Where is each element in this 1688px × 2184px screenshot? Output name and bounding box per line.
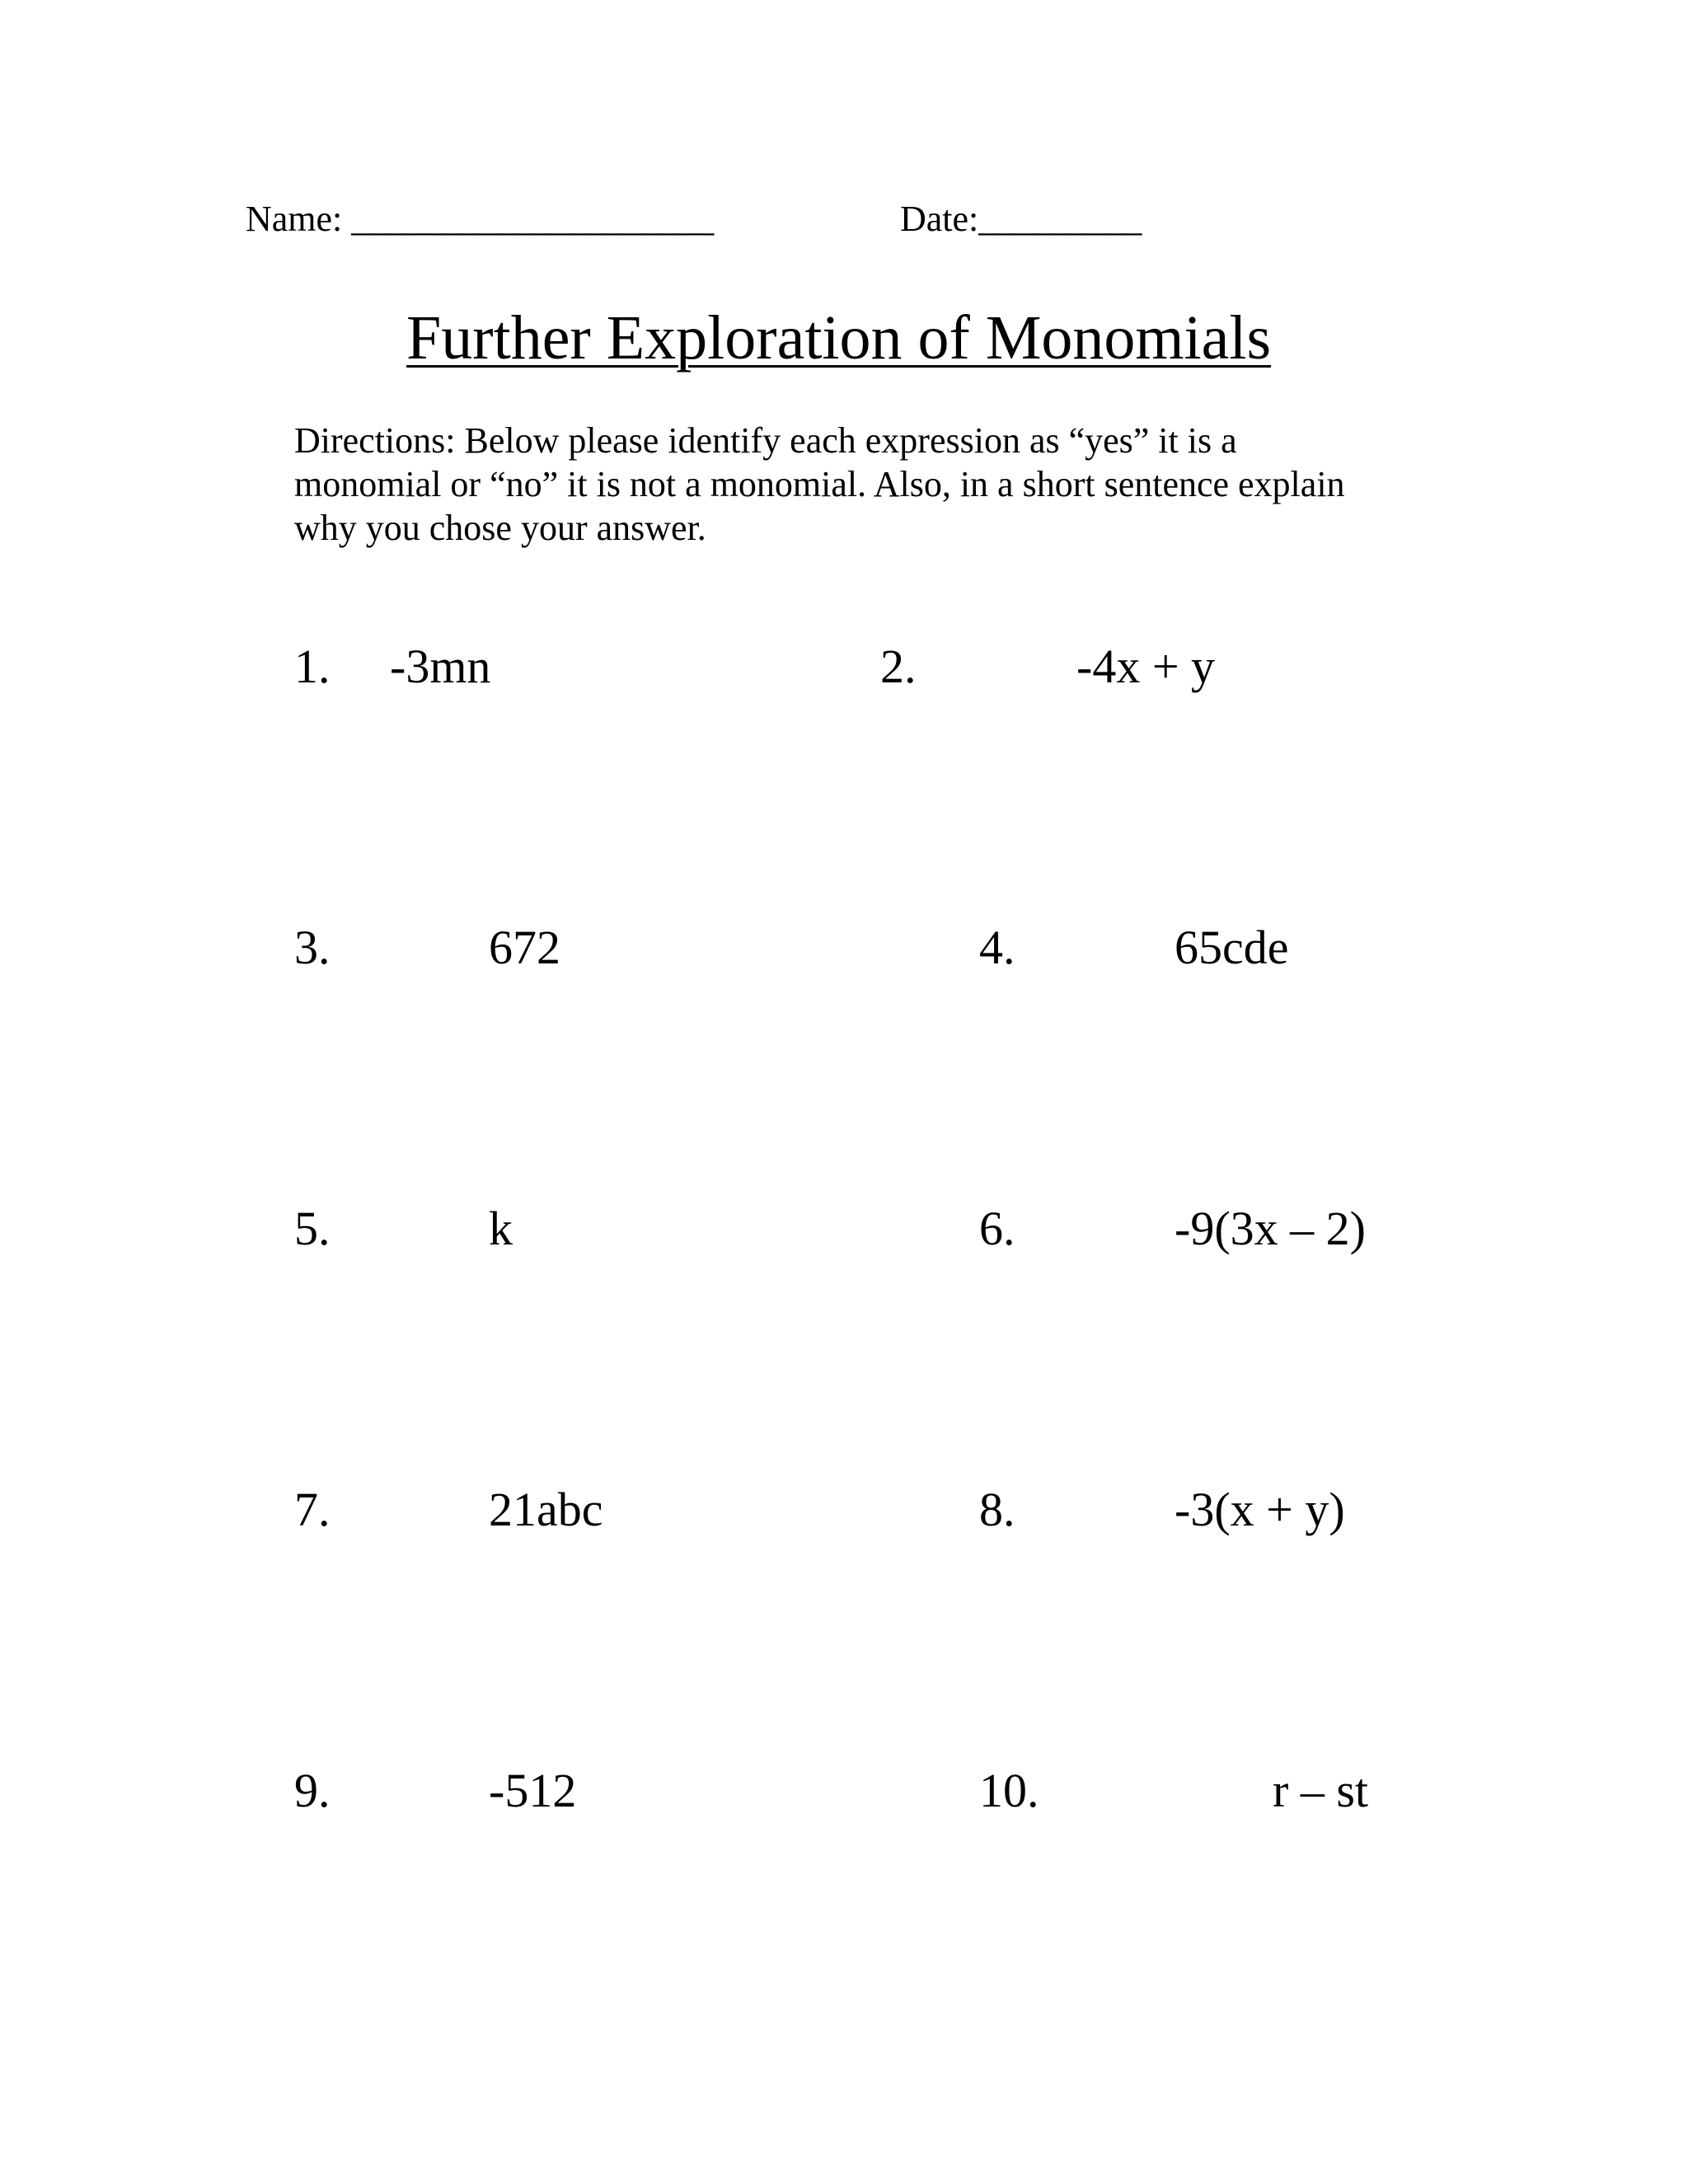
directions-text — [294, 419, 1481, 550]
problem-expression: k — [489, 1202, 513, 1255]
name-field-label: Name: ____________________ — [246, 199, 715, 239]
problem-number: 6. — [979, 1202, 1015, 1255]
problem-expression: -3mn — [390, 640, 491, 693]
problem-expression: -512 — [489, 1764, 577, 1817]
problem-number: 9. — [294, 1764, 331, 1817]
problem-number: 1. — [294, 640, 331, 693]
problem-number: 2. — [880, 640, 917, 693]
problem-expression: 21abc — [489, 1483, 603, 1536]
problem-expression: 65cde — [1175, 921, 1289, 974]
problem-expression: -9(3x – 2) — [1175, 1202, 1366, 1255]
problem-number: 10. — [979, 1764, 1039, 1817]
page-title: Further Exploration of Monomials — [406, 303, 1272, 373]
date-field-label: Date:_________ — [900, 199, 1142, 239]
problem-number: 8. — [979, 1483, 1015, 1536]
problem-number: 4. — [979, 921, 1015, 974]
directions-line: monomial or “no” it is not a monomial. Also, in a short sentence explain — [294, 464, 1345, 504]
problem-number: 3. — [294, 921, 331, 974]
problem-expression: -4x + y — [1076, 640, 1216, 693]
problem-expression: r – st — [1273, 1764, 1368, 1817]
problem-number: 7. — [294, 1483, 331, 1536]
directions-line: Directions: Below please identify each expression as “yes” it is a — [294, 420, 1237, 461]
problem-number: 5. — [294, 1202, 331, 1255]
directions-line: why you chose your answer. — [294, 508, 706, 548]
problem-expression: 672 — [489, 921, 560, 974]
problem-expression: -3(x + y) — [1175, 1483, 1345, 1536]
